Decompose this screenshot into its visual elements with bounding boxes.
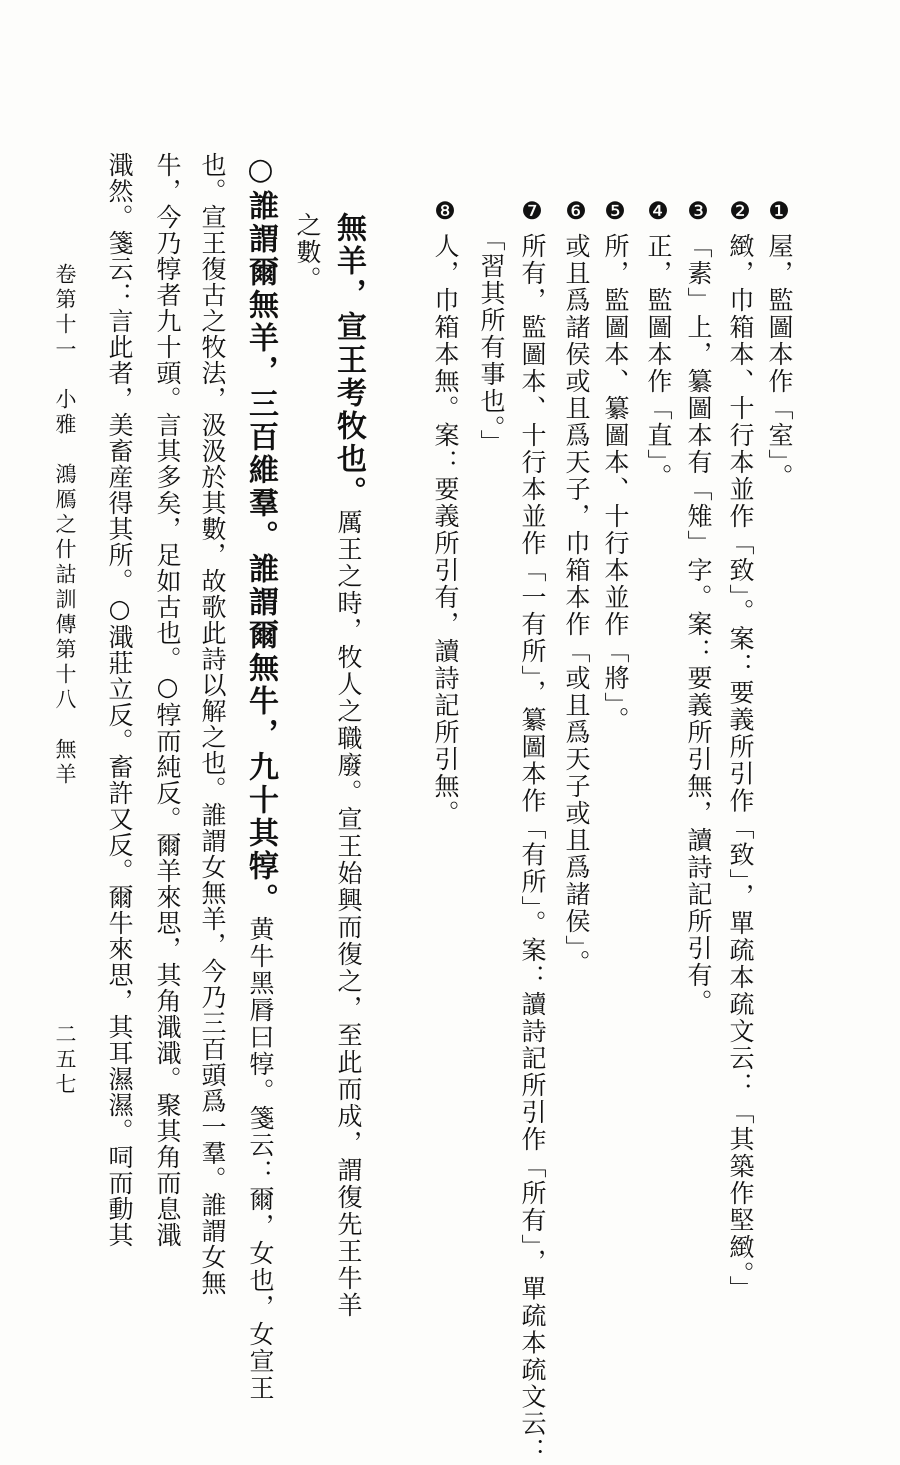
collation-note-6 (564, 197, 589, 977)
commentary-text: 牛，今乃犉者九十頭。言其多矣，足如古也。○犉而純反。爾羊來思，其角濈濈。聚其角而息濈 (153, 152, 182, 1248)
collation-note-2 (728, 197, 753, 1303)
note-marker: ❻ (562, 197, 590, 227)
note-marker: ❸ (684, 197, 712, 227)
commentary-text: 厲王之時，牧人之職廢。宣王始興而復之，至此而成，謂復先王牛羊 (334, 509, 363, 1319)
collation-note-7-continued (479, 226, 504, 457)
note-text: 屋，監圖本作「室」。 (765, 233, 794, 491)
classic-text: ○誰謂爾無羊，三百維羣。誰謂爾無牛，九十其犉。 (243, 152, 278, 916)
body-column-3 (243, 152, 278, 1402)
classic-text: 無羊，宣王考牧也。 (331, 212, 366, 509)
collation-note-7 (520, 197, 545, 1465)
note-text: 「習其所有事也。」 (477, 226, 506, 457)
collation-note-3 (686, 197, 711, 1016)
commentary-text: 也。宣王復古之牧法，汲汲於其數，故歌此詩以解之也。誰謂女無羊，今乃三百頭爲一羣。誰謂女無 (198, 152, 227, 1296)
commentary-text: 之數。 (293, 212, 322, 293)
note-text: 正，監圖本作「直」。 (644, 233, 673, 491)
body-column-5 (155, 152, 180, 1248)
note-text: 或且爲諸侯或且爲天子，巾箱本作「或且爲天子或且爲諸侯」。 (562, 233, 591, 977)
page-number: 二五七 (53, 1023, 77, 1098)
collation-note-1 (767, 197, 792, 491)
collation-note-8 (433, 197, 458, 827)
note-text: 緻，巾箱本、十行本並作「致」。案：要義所引作「致」，單疏本疏文云：「其築作堅緻。」 (726, 233, 755, 1303)
body-column-1 (331, 212, 366, 1319)
collation-note-5 (603, 197, 628, 734)
note-text: 所有，監圖本、十行本並作「一有所」，纂圖本作「有所」。案：讀詩記所引作「所有」，單疏本疏文云： (518, 233, 547, 1465)
running-head: 卷第十一 小雅 鴻鴈之什詁訓傳第十八 無羊 (53, 263, 77, 788)
note-marker: ❽ (431, 197, 459, 227)
note-text: 「素」上，纂圖本有「雉」字。案：要義所引無，讀詩記所引有。 (684, 233, 713, 1016)
note-text: 所，監圖本、纂圖本、十行本並作「將」。 (601, 233, 630, 734)
note-marker: ❺ (601, 197, 629, 227)
note-marker: ❹ (644, 197, 672, 227)
body-column-2 (295, 212, 320, 293)
body-column-6 (107, 152, 132, 1248)
collation-note-4 (646, 197, 671, 491)
note-marker: ❼ (518, 197, 546, 227)
note-text: 人，巾箱本無。案：要義所引有，讀詩記所引無。 (431, 233, 460, 827)
commentary-text: 濈然。箋云：言此者，美畜産得其所。○濈莊立反。畜許又反。爾牛來思，其耳濕濕。呞而動其 (105, 152, 134, 1248)
commentary-text: 黄牛黑脣曰犉。箋云：爾，女也，女宣王 (246, 916, 275, 1402)
body-column-4 (200, 152, 225, 1296)
note-marker: ❶ (765, 197, 793, 227)
note-marker: ❷ (726, 197, 754, 227)
